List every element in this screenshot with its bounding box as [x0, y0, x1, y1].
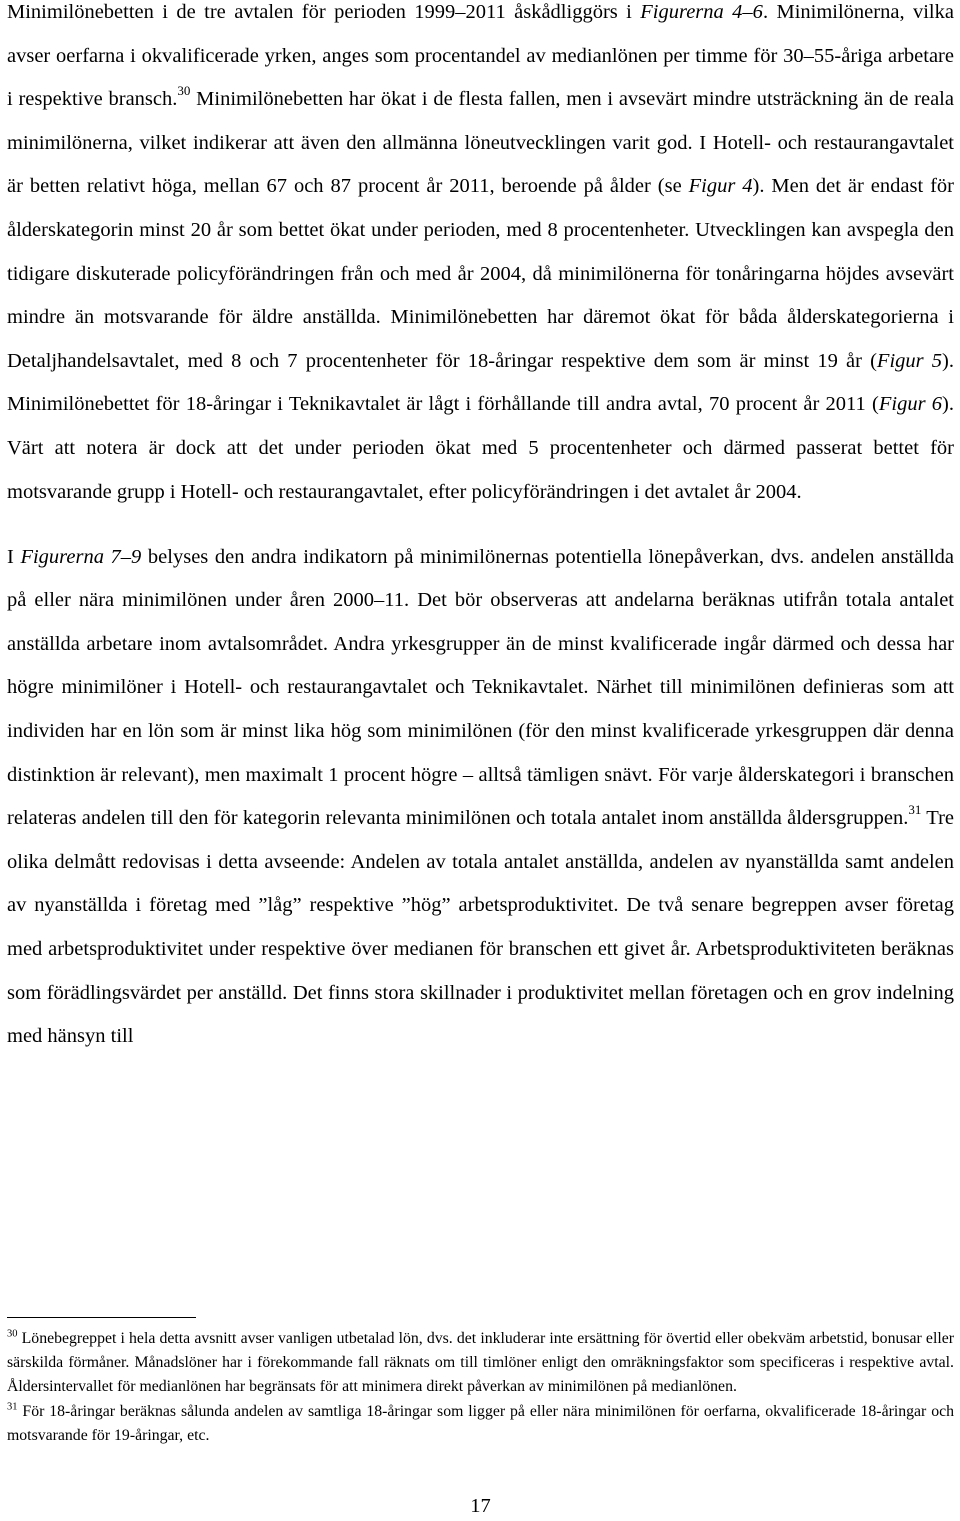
text-segment: ). Minimilönebettet för 18-åringar i Teknikavtalet är lågt i förhållande till andra avtal, 70 procent år 2011 ( [7, 349, 954, 416]
page-number: 17 [470, 1495, 491, 1517]
text-segment: I [7, 545, 21, 568]
footnote-text: Lönebegreppet i hela detta avsnitt avser vanligen utbetalad lön, dvs. det inkluderar inte ersättning för övertid eller obekväm arbetstid, bonusar eller särskilda förmåner. Månadslöner har i förekommande fall räknats om till timlöner enligt den omräkningsfaktor som specificeras i respektive avtal. Åldersintervallet för medianlönen har begränsats för att minimera direkt påverkan av minimilönen på medianlönen. [7, 1330, 954, 1396]
footnote-31 [7, 1400, 954, 1448]
figure-reference: Figur 5 [876, 349, 943, 372]
footnote-separator [7, 1317, 196, 1318]
body-text [7, 0, 954, 1059]
text-segment: ). Värt att notera är dock att det under perioden ökat med 5 procentenheter och därmed passerat bettet för motsvarande grupp i Hotell- och restaurangavtalet, efter policyförändringen i det avtalet år 2004. [7, 393, 954, 503]
figure-reference: Figur 4 [688, 175, 753, 198]
footnote-30 [7, 1327, 954, 1400]
footnote-reference: 30 [177, 83, 191, 99]
figure-reference: Figurerna 7–9 [20, 545, 142, 568]
text-segment: ). Men det är endast för ålderskategorin minst 20 år som bettet ökat under perioden, med 8 procentenheter. Utvecklingen kan avspegla den tidigare diskuterade policyförändringen från och med år 2004, då minimilönerna för tonåringarna höjdes avsevärt mindre än motsvarande för äldre anställda. Minimilönebetten har däremot ökat för båda ålderskategorierna i Detaljhandelsavtalet, med 8 och 7 procentenheter för 18-åringar respektive dem som är minst 19 år ( [7, 175, 954, 372]
figure-reference: Figur 6 [878, 393, 943, 416]
footnote-number: 31 [7, 1401, 18, 1413]
paragraph-2 [7, 536, 954, 1059]
footnotes [7, 1327, 954, 1448]
text-segment: . Minimilönerna, vilka avser oerfarna i okvalificerade yrken, anges som procentandel av medianlönen per timme för 30–55-åriga arbetare i respektive bransch. [7, 1, 954, 111]
text-segment: belyses den andra indikatorn på minimilönernas potentiella lönepåverkan, dvs. andelen anställda på eller nära minimilönen under åren 2000–11. Det bör observeras att andelarna beräknas utifrån totala antalet anställda arbetare inom avtalsområdet. Andra yrkesgrupper än de minst kvalificerade ingår därmed och dessa har högre minimilöner i Hotell- och restaurangavtalet och Teknikavtalet. Närhet till minimilönen definieras som att individen har en lön som är minst lika hög som minimilönen (för den minst kvalificerade yrkesgruppen där denna distinktion är relevant), men maximalt 1 procent högre – alltså tämligen snävt. För varje ålderskategori i branschen relateras andelen till den för kategorin relevanta minimilönen och totala antalet inom anställda åldersgruppen. [7, 545, 954, 830]
footnote-reference: 31 [908, 802, 922, 818]
document-page [7, 0, 955, 1517]
text-segment: Minimilönebetten i de tre avtalen för perioden 1999–2011 åskådliggörs i [7, 1, 641, 23]
paragraph-1 [7, 0, 954, 514]
footnote-number: 30 [7, 1328, 18, 1340]
footnote-text: För 18-åringar beräknas sålunda andelen av samtliga 18-åringar som ligger på eller nära minimilönen för oerfarna, okvalificerade 18-åringar och motsvarande för 19-åringar, etc. [7, 1402, 955, 1444]
figure-reference: Figurerna 4–6 [640, 1, 763, 23]
text-segment: Minimilönebetten har ökat i de flesta fallen, men i avsevärt mindre utsträckning än de reala minimilönerna, vilket indikerar att även den allmänna löneutvecklingen varit god. I Hotell- och restaurangavtalet är betten relativt höga, mellan 67 och 87 procent år 2011, beroende på ålder (se [7, 88, 954, 198]
text-segment: Tre olika delmått redovisas i detta avseende: Andelen av totala antalet anställda, andelen av nyanställda samt andelen av nyanställda i företag med ”låg” respektive ”hög” arbetsproduktivitet. De två senare begreppen avser företag med arbetsproduktivitet under respektive över medianen för branschen ett givet år. Arbetsproduktiviteten beräknas som förädlingsvärdet per anställd. Det finns stora skillnader i produktivitet mellan företagen och en grov indelning med hänsyn till [7, 807, 955, 1048]
